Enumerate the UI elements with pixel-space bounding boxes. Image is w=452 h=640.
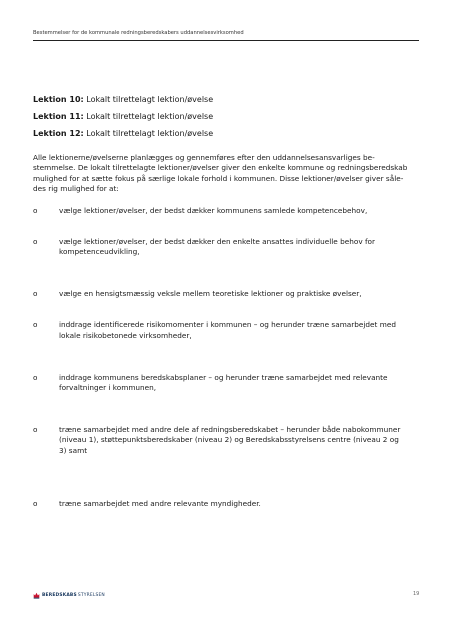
bullet-line: vælge lektioner/øvelser, der bedst dækker kommunens samlede kompetencebehov, [59,206,368,215]
lesson-number: Lektion 10: [33,95,84,104]
intro-line: Alle lektionerne/øvelserne planlægges og gennemføres efter den uddannelsesansvarliges be- [33,153,375,162]
bullet-item [33,320,419,341]
bullet-marker: o [33,288,38,298]
bullet-marker: o [33,320,38,330]
bullet-line: 3) samt [59,445,88,455]
lesson-text: Lokalt tilrettelagt lektion/øvelse [86,112,214,121]
bullet-item [33,425,419,457]
bullet-line: træne samarbejdet med andre dele af redningsberedskabet – herunder både nabokommuner [59,424,401,434]
footer-logo [33,592,105,599]
bullet-marker: o [33,206,38,215]
bullet-marker: o [33,236,38,246]
lesson-text: Lokalt tilrettelagt lektion/øvelse [86,95,214,104]
bullet-line: kompetenceudvikling, [59,247,140,257]
lesson-item [33,95,419,105]
intro-line: mulighed for at sætte fokus på særlige lokale forhold i kommunen. Disse lektioner/øvelser giver såle- [33,173,404,183]
intro-line: stemmelse. De lokalt tilrettelagte lektioner/øvelser giver den enkelte kommune og redningsberedskab [33,163,408,173]
lesson-number: Lektion 11: [33,112,84,121]
bullet-marker: o [33,498,38,508]
bullet-marker: o [33,372,38,382]
bullet-line: forvaltninger i kommunen, [59,383,157,393]
bullet-line: inddrage kommunens beredskabsplaner – og herunder træne samarbejdet med relevante [59,372,388,382]
bullet-item [33,373,419,394]
page-number: 19 [413,591,420,597]
intro-paragraph [33,153,419,195]
bullet-item [33,499,419,510]
bullet-item [33,237,419,258]
lesson-text: Lokalt tilrettelagt lektion/øvelse [86,129,214,138]
lesson-number: Lektion 12: [33,129,84,138]
bullet-list [33,206,419,508]
logo-text-part1: BEREDSKABS [42,593,77,598]
bullet-marker: o [33,424,38,434]
bullet-line: (niveau 1), støttepunktsberedskaber (niveau 2) og Beredskabsstyrelsens centre (niveau 2 og [59,435,399,445]
bullet-line: lokale risikobetonede virksomheder, [59,330,192,340]
bullet-line: vælge en hensigtsmæssig veksle mellem teoretiske lektioner og praktiske øvelser, [59,288,362,298]
running-header: Bestemmelser for de kommunale redningsberedskabers uddannelsesvirksomhed [33,30,419,41]
bullet-line: inddrage identificerede risikomomenter i kommunen – og herunder træne samarbejdet med [59,320,396,330]
intro-line: des rig mulighed for at: [33,184,119,194]
bullet-item [33,289,419,300]
lesson-item [33,129,419,139]
crown-icon [33,592,40,599]
lesson-item [33,112,419,122]
logo-text-part2: STYRELSEN [77,593,105,598]
bullet-line: vælge lektioner/øvelser, der bedst dækker den enkelte ansattes individuelle behov for [59,236,375,246]
lesson-list [33,95,419,146]
bullet-item [33,206,419,217]
bullet-line: træne samarbejdet med andre relevante myndigheder. [59,498,261,508]
